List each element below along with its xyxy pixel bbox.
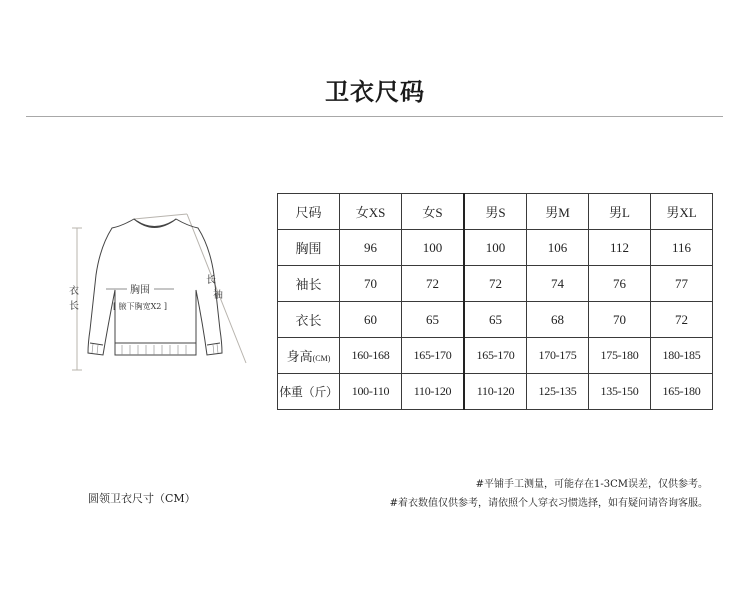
table-cell: 110-120: [402, 374, 465, 410]
table-cell: 68: [527, 302, 589, 338]
reference-note: #着衣数值仅供参考，请依照个人穿衣习惯选择，如有疑问请咨询客服。: [389, 498, 708, 509]
table-cell: 175-180: [589, 338, 651, 374]
title-divider: [26, 116, 723, 117]
sweatshirt-diagram: [50, 205, 270, 390]
table-cell: 70: [589, 302, 651, 338]
table-cell: 116: [651, 230, 713, 266]
header-cell: 女S: [402, 194, 465, 230]
table-cell: 160-168: [340, 338, 402, 374]
header-cell: 男M: [527, 194, 589, 230]
page-title: 卫衣尺码: [325, 78, 425, 106]
table-cell: 165-170: [464, 338, 527, 374]
measurement-note: #平铺手工测量，可能存在1-3CM误差，仅供参考。: [475, 479, 708, 490]
table-row: [278, 230, 713, 266]
header-cell: 男S: [464, 194, 527, 230]
table-cell: 165-180: [651, 374, 713, 410]
row-label-text: 身高: [286, 349, 313, 364]
figure-caption: 圆领卫衣尺寸（CM）: [88, 492, 196, 505]
table-cell: 100-110: [340, 374, 402, 410]
length-label-1: 衣: [69, 286, 79, 297]
table-cell: 100: [464, 230, 527, 266]
table-cell: 165-170: [402, 338, 465, 374]
row-label: 胸围: [278, 230, 340, 266]
header-cell: 女XS: [340, 194, 402, 230]
table-cell: 77: [651, 266, 713, 302]
table-row: [278, 266, 713, 302]
row-label: [278, 338, 340, 374]
header-cell: 男L: [589, 194, 651, 230]
rib-lines: [92, 344, 218, 355]
sweatshirt-outline: [88, 219, 222, 355]
table-cell: 65: [402, 302, 465, 338]
table-cell: 65: [464, 302, 527, 338]
size-table: [277, 193, 713, 410]
table-cell: 74: [527, 266, 589, 302]
row-label: 袖长: [278, 266, 340, 302]
table-cell: 96: [340, 230, 402, 266]
table-header-row: [278, 194, 713, 230]
table-cell: 125-135: [527, 374, 589, 410]
table-cell: 76: [589, 266, 651, 302]
table-cell: 60: [340, 302, 402, 338]
chest-note: [ 腋下胸宽X2 ]: [112, 302, 168, 311]
table-cell: 100: [402, 230, 465, 266]
table-cell: 112: [589, 230, 651, 266]
table-cell: 106: [527, 230, 589, 266]
table-cell: 72: [651, 302, 713, 338]
header-cell: 男XL: [651, 194, 713, 230]
table-cell: 135-150: [589, 374, 651, 410]
table-row: [278, 374, 713, 410]
table-cell: 72: [402, 266, 465, 302]
table-cell: 180-185: [651, 338, 713, 374]
chest-label: 胸围: [130, 285, 150, 296]
table-row: [278, 338, 713, 374]
row-label-unit: (CM): [312, 354, 331, 363]
row-label: 体重（斤）: [278, 374, 340, 410]
table-cell: 170-175: [527, 338, 589, 374]
length-label-2: 长: [69, 301, 79, 312]
table-cell: 110-120: [464, 374, 527, 410]
table-row: [278, 302, 713, 338]
header-cell: 尺码: [278, 194, 340, 230]
table-cell: 72: [464, 266, 527, 302]
row-label: 衣长: [278, 302, 340, 338]
table-cell: 70: [340, 266, 402, 302]
sleeve-label-2: 袖: [213, 290, 223, 301]
sleeve-label-1: 长: [206, 275, 216, 286]
